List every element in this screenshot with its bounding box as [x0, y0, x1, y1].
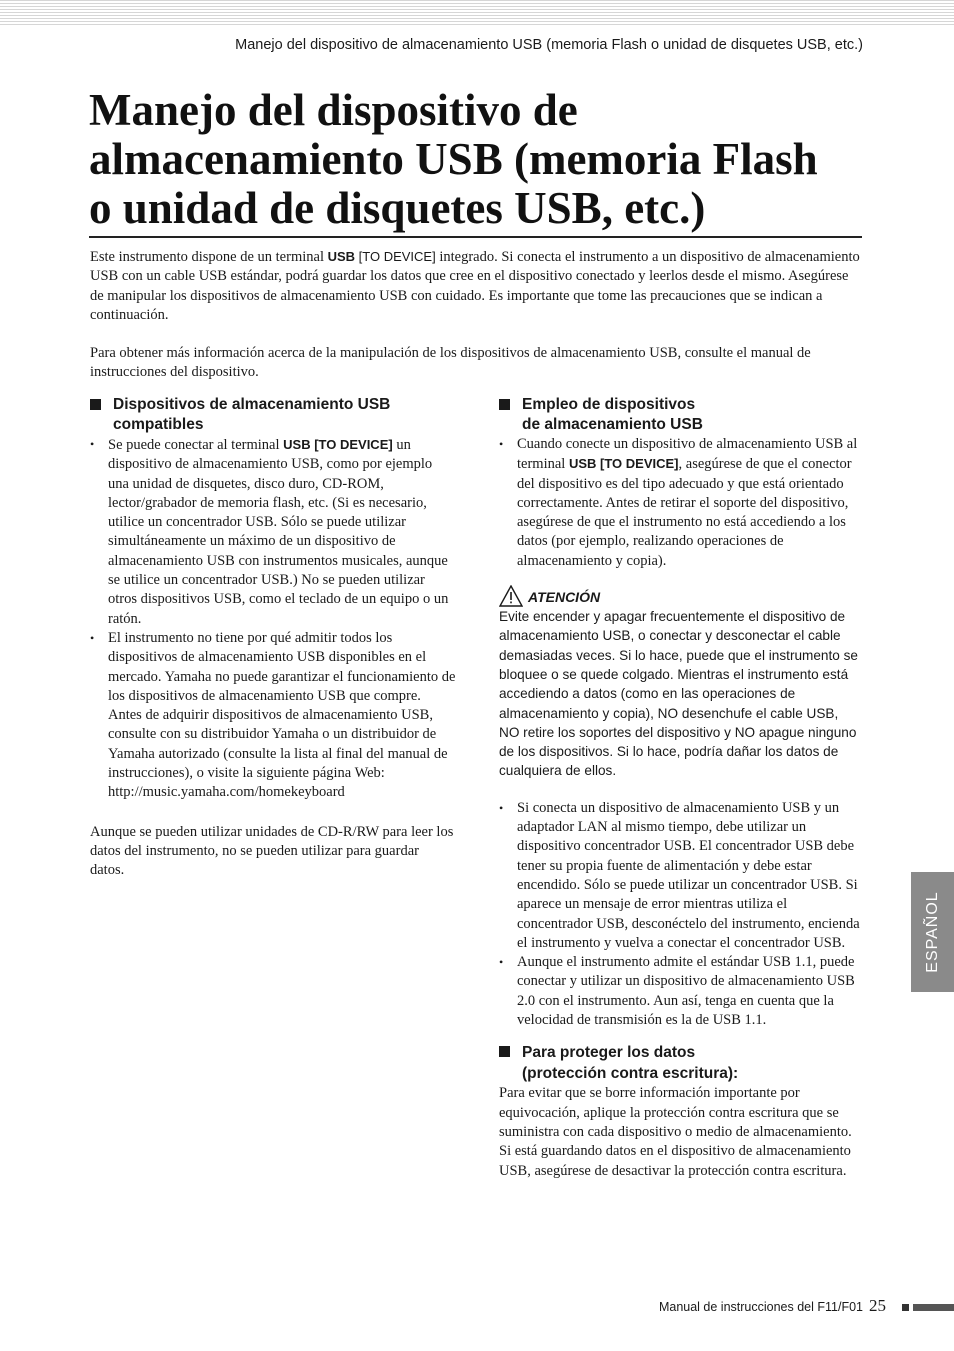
- warning-icon: [499, 585, 523, 607]
- intro-paragraph-2: Para obtener más información acerca de la manipulación de los dispositivos de almacenamiento USB, consulte el manual de instrucciones del dispositivo.: [90, 345, 811, 381]
- heading-line-1: Dispositivos de almacenamiento USB: [113, 396, 391, 413]
- bullet-icon: •: [499, 800, 504, 815]
- page-number: 25: [869, 1296, 886, 1315]
- usage-list-2: [499, 799, 861, 1031]
- item-text: Aunque el instrumento admite el estándar USB 1.1, puede conectar y utilizar un dispositivo de almacenamiento USB 2.0 con el instrumento. Aun así, tenga en cuenta que la velocidad de transmisión es la de USB 1.1.: [517, 954, 855, 1029]
- bullet-icon: •: [90, 630, 95, 645]
- write-protect-paragraph: Para evitar que se borre información importante por equivocación, aplique la protección contra escritura que se suministra con cada dispositivo o medio de almacenamiento. Si está guardando datos en el dispositivo de almacenamiento USB, asegúrese de desactivar la protección contra escritura.: [499, 1085, 852, 1179]
- bullet-icon: •: [499, 437, 504, 451]
- right-column: [499, 395, 861, 1181]
- cdrw-note: Aunque se pueden utilizar unidades de CD-R/RW para leer los datos del instrumento, no se pueden utilizar para guardar datos.: [90, 823, 454, 879]
- header-stripes: [0, 0, 954, 27]
- heading-line-2: de almacenamiento USB: [522, 415, 703, 433]
- list-item: [90, 629, 456, 803]
- running-header: Manejo del dispositivo de almacenamiento USB (memoria Flash o unidad de disquetes USB, etc.): [235, 37, 863, 53]
- usage-list: [499, 435, 861, 571]
- footer-manual-title: Manual de instrucciones del F11/F01: [658, 1300, 863, 1314]
- list-item: [499, 435, 861, 571]
- intro-text-b: integrado. Si conecta el instrumento a un dispositivo de almacenamiento USB con un cable USB estándar, podrá guardar los datos que cree en el dispositivo conectado y leerlos desde el mismo. Asegúrese de manipular los dispositivos de almacenamiento USB con cuidado. Es importante que tome las precauciones que se indican a continuación.: [90, 249, 860, 323]
- page-title: [89, 86, 849, 233]
- page-footer: [659, 1296, 886, 1316]
- heading-line-2: compatibles: [113, 415, 204, 433]
- item-text-a: Se puede conectar al terminal: [108, 437, 284, 453]
- footer-square: [902, 1304, 909, 1311]
- title-line-3: o unidad de disquetes USB, etc.): [89, 183, 706, 233]
- square-bullet-icon: [499, 1046, 510, 1057]
- heading-line-1: Empleo de dispositivos: [522, 396, 696, 413]
- list-item: [90, 435, 456, 629]
- attention-box: [499, 585, 861, 781]
- square-bullet-icon: [499, 399, 510, 410]
- footer-bar: [913, 1304, 954, 1311]
- usb-to-device-term: USB [TO DEVICE]: [568, 456, 679, 472]
- intro-paragraph-1: [90, 247, 862, 325]
- title-line-1: Manejo del dispositivo de: [89, 85, 578, 135]
- to-device-term: [TO DEVICE]: [355, 249, 436, 264]
- title-line-2: almacenamiento USB (memoria Flash: [89, 134, 818, 184]
- left-column: [90, 395, 456, 881]
- language-tab-label: ESPAÑOL: [923, 891, 941, 973]
- usb-term: USB: [327, 249, 356, 264]
- section-heading-usage: [499, 395, 861, 434]
- bullet-icon: •: [90, 437, 95, 451]
- square-bullet-icon: [90, 399, 101, 410]
- bullet-icon: •: [499, 955, 504, 970]
- item-text-b: un dispositivo de almacenamiento USB, como por ejemplo una unidad de disquetes, disco duro, CD-ROM, lector/grabador de memoria flash, etc. (Si es necesario, utilice un concentrador USB. Sólo se puede utilizar simultáneamente un máximo de un dispositivo de almacenamiento USB con instrumentos musicales, aunque se utilice un concentrador USB.) No se pueden utilizar otros dispositivos USB, como el teclado de un equipo o un ratón.: [108, 437, 449, 627]
- section-heading-compatible: [90, 395, 456, 434]
- heading-line-2: (protección contra escritura):: [522, 1065, 739, 1083]
- title-rule: [89, 236, 862, 238]
- compatible-list: [90, 435, 456, 803]
- heading-line-1: Para proteger los datos: [522, 1044, 696, 1062]
- item-text-b: , asegúrese de que el conector del dispositivo es del tipo adecuado y que está orientado correctamente. Antes de retirar el soporte del dispositivo, asegúrese de que el instrumento no está accediendo a los datos (por ejemplo, realizando operaciones de almacenamiento y copia).: [517, 456, 852, 569]
- attention-text: Evite encender y apagar frecuentemente el dispositivo de almacenamiento USB, o conectar y desconectar el cable demasiadas veces. Si lo hace, puede que el instrumento se bloquee o se quede colgado. Mientras el instrumento está accediendo a datos (como en las operaciones de almacenamiento y copia), NO desenchufe el cable USB, NO retire los soportes del dispositivo y NO apague ninguno de los dispositivos. Si lo hace, podría dañar los datos de cualquiera de ellos.: [499, 609, 858, 779]
- list-item: [499, 799, 861, 953]
- usb-to-device-term: USB [TO DEVICE]: [283, 437, 393, 452]
- intro-text-a: Este instrumento dispone de un terminal: [90, 249, 328, 265]
- list-item: [499, 953, 861, 1030]
- yamaha-url: http://music.yamaha.com/homekeyboard: [108, 784, 345, 801]
- attention-label: ATENCIÓN: [528, 588, 601, 605]
- attention-title: [499, 585, 861, 607]
- item-text: Si conecta un dispositivo de almacenamiento USB y un adaptador LAN al mismo tiempo, debe utilizar un dispositivo concentrador USB. El concentrador USB debe tener su propia fuente de alimentación y debe estar encendido. Sólo se puede utilizar un concentrador USB. Si aparece un mensaje de error mientras utiliza el concentrador USB, desconéctelo del instrumento, encienda el instrumento y vuelva a conectar el concentrador USB.: [517, 799, 860, 951]
- language-tab: [911, 872, 954, 992]
- section-heading-protect: [499, 1042, 861, 1084]
- item-text-a: Cuando conecte un dispositivo de almacenamiento USB al terminal: [517, 436, 858, 473]
- item-text: El instrumento no tiene por qué admitir todos los dispositivos de almacenamiento USB disponibles en el mercado. Yamaha no puede garantizar el funcionamiento de los dispositivos de almacenamiento USB que compre. Antes de adquirir dispositivos de almacenamiento USB, consulte con su distribuidor Yamaha o un distribuidor de Yamaha autorizado (consulte la lista al final del manual de instrucciones), o visite la siguiente página Web:: [108, 629, 456, 782]
